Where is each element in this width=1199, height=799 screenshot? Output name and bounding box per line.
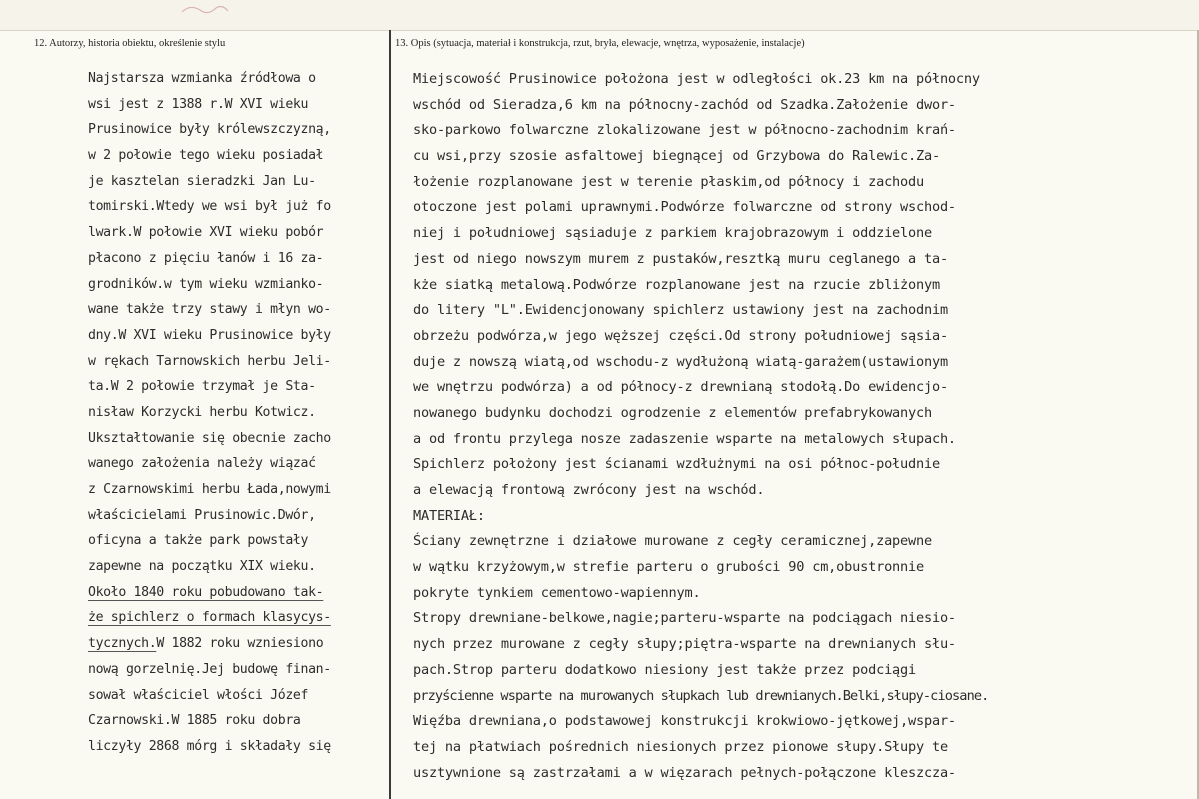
text-line: sko-parkowo folwarczne zlokalizowane jest w północno-zachodnim krań- — [413, 122, 956, 139]
section-12-heading: 12. Autorzy, historia obiektu, określenie stylu — [34, 38, 226, 49]
section-13-heading: 13. Opis (sytuacja, materiał i konstrukcja, rzut, bryła, elewacje, wnętrza, wyposażenie, instalacje) — [395, 38, 805, 49]
text-line: w rękach Tarnowskich herbu Jeli- — [88, 353, 331, 369]
text-line: nisław Korzycki herbu Kotwicz. — [88, 404, 316, 420]
column-divider — [389, 30, 391, 799]
text-line: Stropy drewniane-belkowe,nagie;parteru-wsparte na podciągach niesio- — [413, 610, 956, 627]
text-line: wsi jest z 1388 r.W XVI wieku — [88, 96, 309, 112]
text-line: jest od niego nowszym murem z pustaków,resztką muru ceglanego a ta- — [413, 250, 948, 267]
history-text — [88, 66, 331, 760]
text-line: Spichlerz położony jest ścianami wzdłużnymi na osi północ-południe — [413, 456, 940, 473]
text-line: łożenie rozplanowane jest w terenie płaskim,od północy i zachodu — [413, 173, 924, 190]
text-line: cu wsi,przy szosie asfaltowej biegnącej od Grzybowa do Ralewic.Za- — [413, 148, 940, 165]
text-line: niej i południowej sąsiaduje z parkiem krajobrazowym i oddzielone — [413, 225, 932, 242]
line-continuation: W 1882 roku wzniesiono — [156, 636, 324, 652]
text-line: do litery "L".Ewidencjonowany spichlerz ustawiony jest na zachodnim — [413, 302, 948, 319]
description-text — [413, 67, 988, 786]
text-line: usztywnione są zastrzałami a w więzarach pełnych-połączone kleszcza- — [413, 764, 956, 781]
text-line: wschód od Sieradza,6 km na północny-zachód od Szadka.Założenie dwor- — [413, 96, 956, 113]
underlined-fragment: tycznych. — [88, 636, 157, 652]
text-line: kże siatką metalową.Podwórze rozplanowane jest na rzucie zbliżonym — [413, 276, 940, 293]
text-line: liczyły 2868 mórg i składały się — [88, 738, 331, 754]
underlined-text-line: że spichlerz o formach klasycys- — [88, 610, 331, 626]
text-line: oficyna a także park powstały — [88, 533, 309, 549]
text-line: grodników.w tym wieku wzmianko- — [88, 276, 324, 292]
text-line: otoczone jest polami uprawnymi.Podwórze folwarczne od strony wschod- — [413, 199, 956, 216]
text-line: duje z nowszą wiatą,od wschodu-z wydłużoną wiatą-garażem(ustawionym — [413, 353, 948, 370]
text-line: właścicielami Prusinowic.Dwór, — [88, 507, 316, 523]
text-line: nowanego budynku dochodzi ogrodzenie z elementów prefabrykowanych — [413, 404, 932, 421]
text-line: dny.W XVI wieku Prusinowice były — [88, 327, 331, 343]
text-line: lwark.W połowie XVI wieku pobór — [88, 225, 324, 241]
text-line: je kasztelan sieradzki Jan Lu- — [88, 173, 316, 189]
text-line: pokryte tynkiem cementowo-wapiennym. — [413, 584, 701, 601]
text-line: ta.W 2 połowie trzymał je Sta- — [88, 379, 316, 395]
text-line: Ukształtowanie się obecnie zacho — [88, 430, 331, 446]
text-line: Prusinowice były królewszczyzną, — [88, 122, 331, 138]
text-line: nową gorzelnię.Jej budowę finan- — [88, 661, 331, 677]
text-line: płacono z pięciu łanów i 16 za- — [88, 250, 324, 266]
text-line: Najstarsza wzmianka źródłowa o — [88, 71, 316, 86]
text-line — [88, 631, 331, 657]
text-line: wanego założenia należy wiązać — [88, 456, 316, 472]
text-line: sował właściciel włości Józef — [88, 687, 309, 703]
pencil-mark-icon — [178, 2, 238, 24]
text-line: Ściany zewnętrzne i działowe murowane z cegły ceramicznej,zapewne — [413, 533, 932, 550]
text-line: tomirski.Wtedy we wsi był już fo — [88, 199, 331, 215]
text-line: w 2 połowie tego wieku posiadał — [88, 148, 324, 164]
text-line: wane także trzy stawy i młyn wo- — [88, 302, 331, 318]
text-line: z Czarnowskimi herbu Łada,nowymi — [88, 482, 331, 497]
text-line: Więźba drewniana,o podstawowej konstrukcji krokwiowo-jętkowej,wspar- — [413, 713, 956, 730]
text-line: nych przez murowane z cegły słupy;piętra-wsparte na drewnianych słu- — [413, 636, 956, 653]
text-line: obrzeżu podwórza,w jego węższej części.Od strony południowej sąsia- — [413, 327, 948, 344]
text-line: Czarnowski.W 1885 roku dobra — [88, 713, 301, 729]
text-line: a od frontu przylega nosze zadaszenie wsparte na metalowych słupach. — [413, 430, 956, 447]
text-line: w wątku krzyżowym,w strefie parteru o grubości 90 cm,obustronnie — [413, 559, 924, 576]
text-line: tej na płatwiach pośrednich niesionych przez pionowe słupy.Słupy te — [413, 738, 948, 755]
text-line: Miejscowość Prusinowice położona jest w odległości ok.23 km na północny — [413, 71, 980, 87]
text-line: we wnętrzu podwórza) a od północy-z drewnianą stodołą.Do ewidencjo- — [413, 379, 948, 396]
text-line: a elewacją frontową zwrócony jest na wschód. — [413, 482, 765, 498]
underlined-text-line: Około 1840 roku pobudowano tak- — [88, 584, 324, 600]
text-line: przyścienne wsparte na murowanych słupkach lub drewnianych.Belki,słupy-ciosane. — [413, 687, 989, 704]
text-line: zapewne na początku XIX wieku. — [88, 559, 316, 575]
text-line: pach.Strop parteru dodatkowo niesiony jest także przez podciągi — [413, 661, 917, 678]
material-label: MATERIAŁ: — [413, 507, 485, 524]
